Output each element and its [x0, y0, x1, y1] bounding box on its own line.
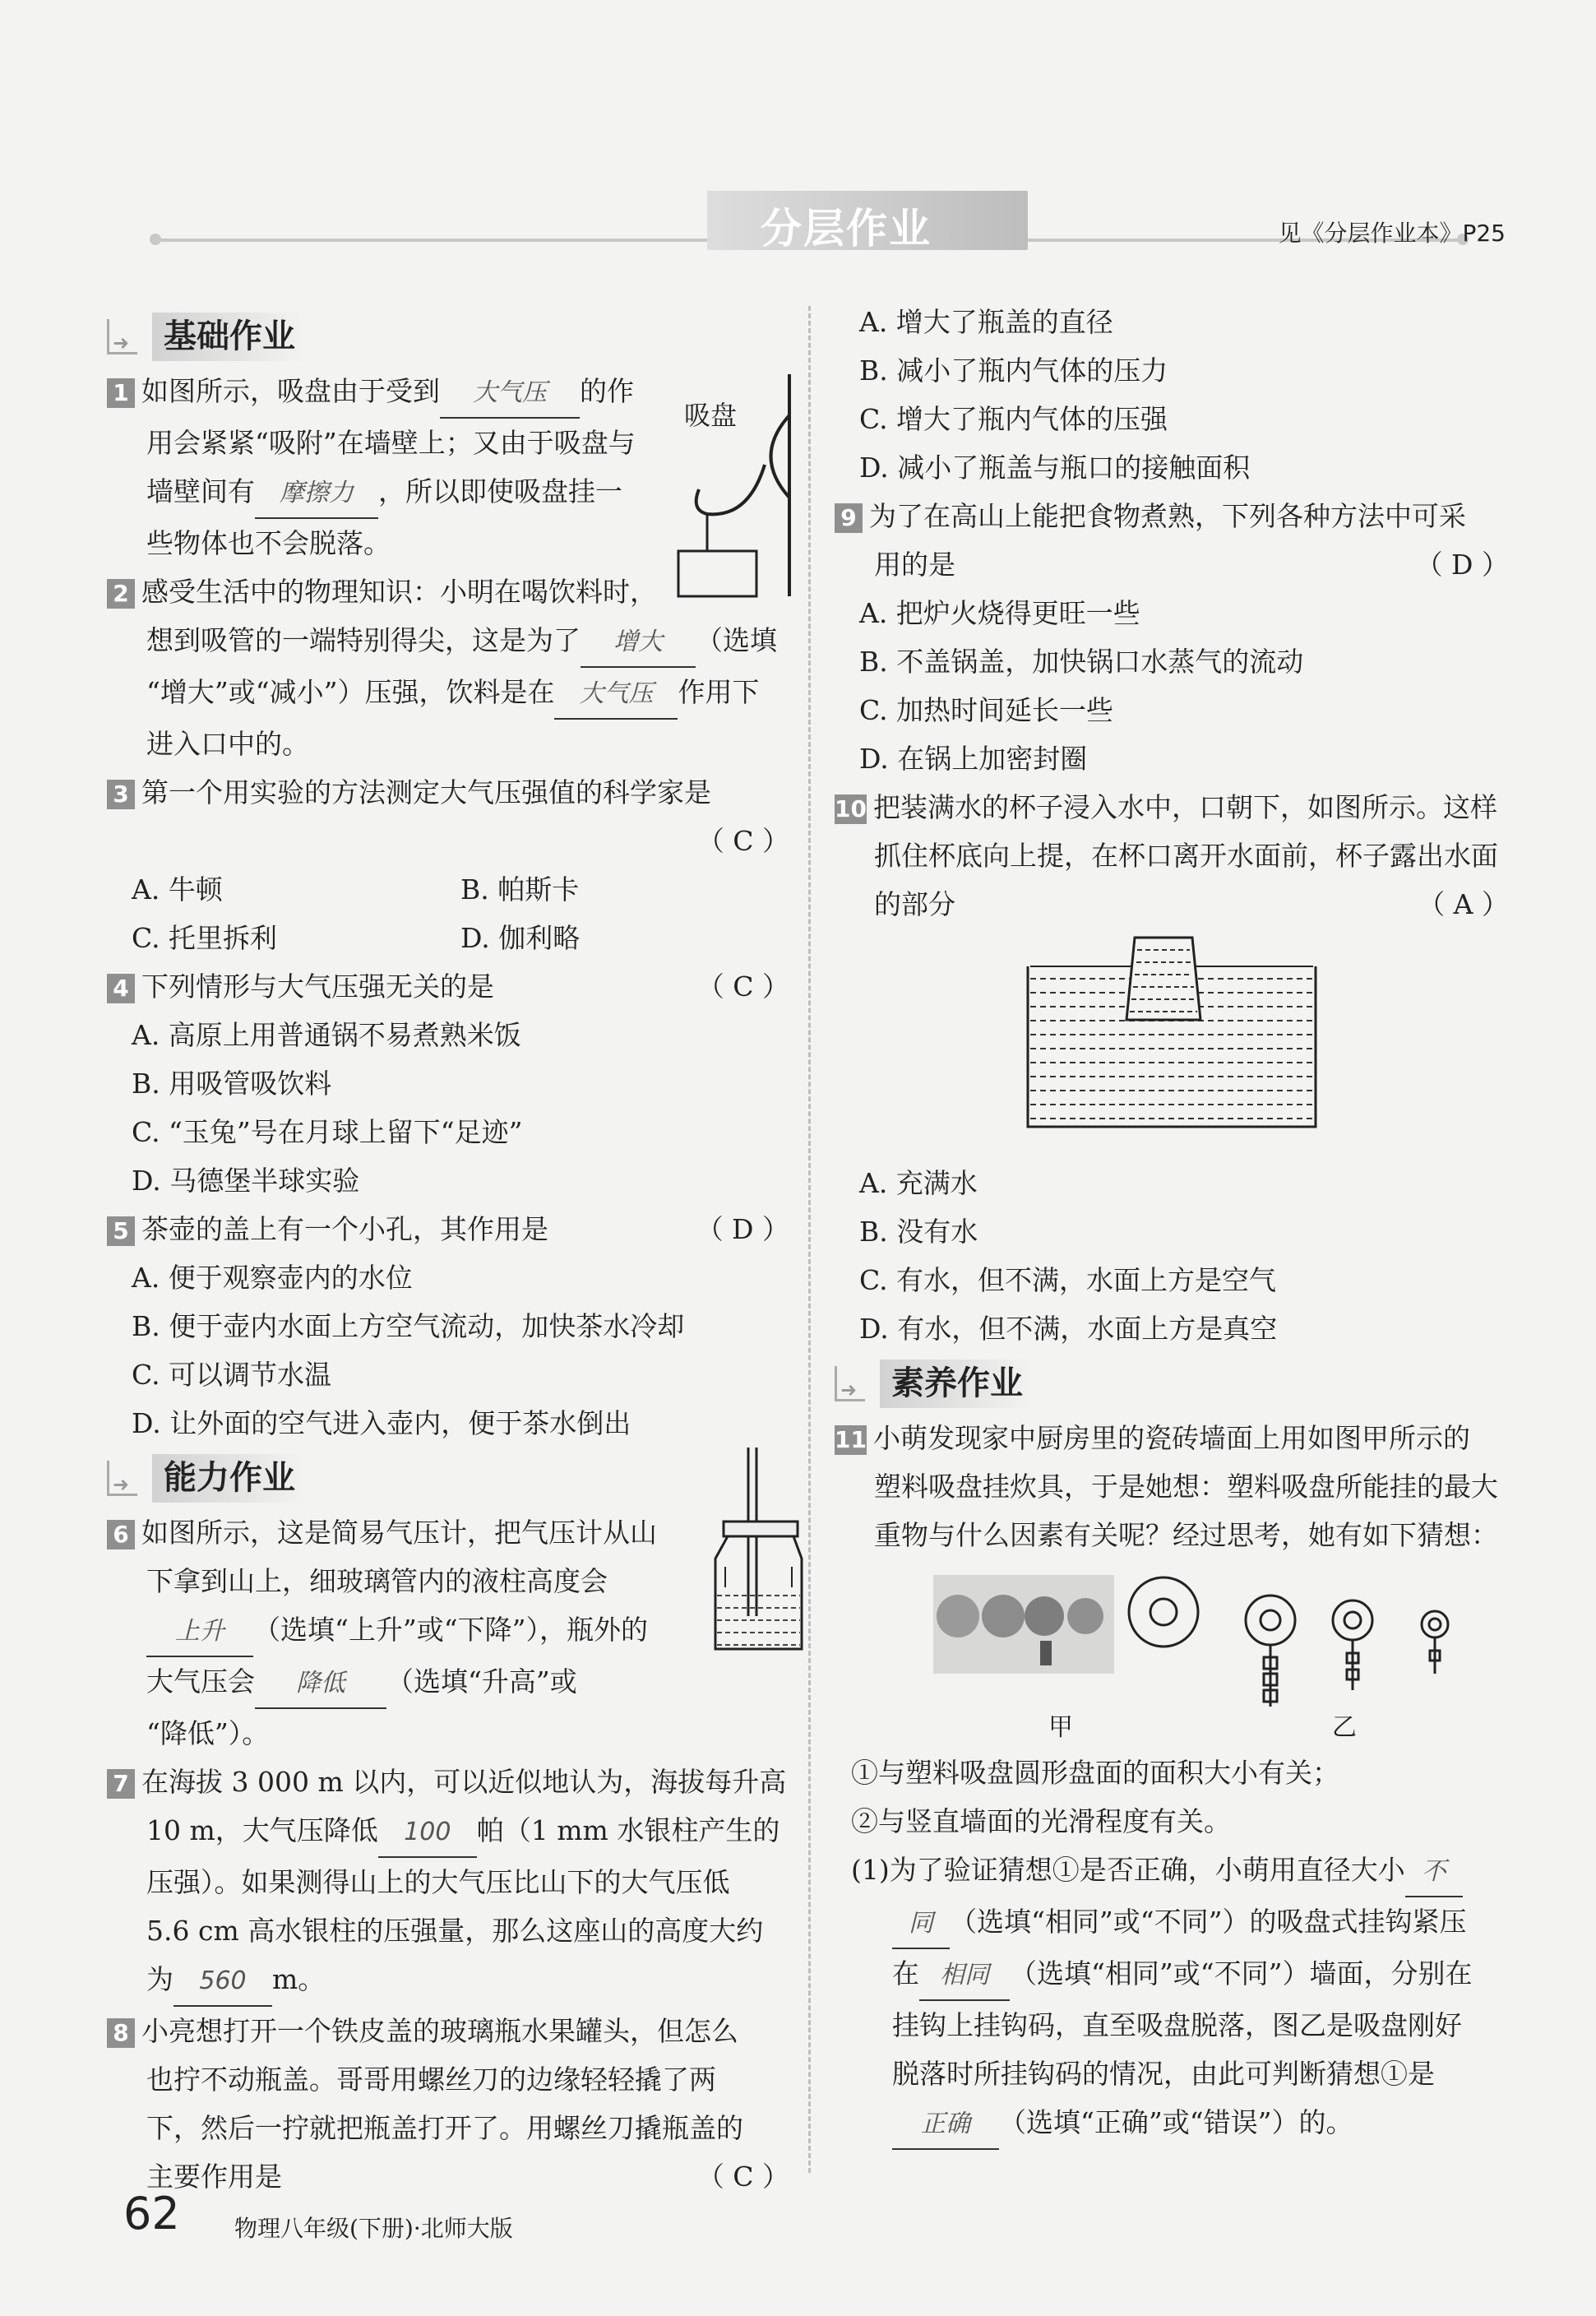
option-a: A. 牛顿 — [132, 873, 223, 906]
answer-blank: 大气压 — [440, 368, 580, 419]
text: 抓住杯底向上提，在杯口离开水面前，杯子露出水面 — [874, 840, 1498, 872]
text: 茶壶的盖上有一个小孔，其作用是 — [141, 1213, 548, 1245]
option-a: A. 便于观察壶内的水位 — [132, 1262, 413, 1294]
text: 的作 — [580, 375, 634, 407]
text: 进入口中的。 — [146, 728, 309, 760]
arrow-icon — [107, 1461, 137, 1496]
option-b: B. 便于壶内水面上方空气流动，加快茶水冷却 — [132, 1310, 685, 1342]
text: （选填“相同”或“不同”）墙面，分别在 — [1010, 1957, 1473, 1989]
section-ability — [107, 1451, 789, 1505]
text: 下，然后一拧就把瓶盖打开了。用螺丝刀撬瓶盖的 — [146, 2112, 743, 2144]
option-b: B. 没有水 — [859, 1216, 978, 1248]
section-title: 素养作业 — [880, 1359, 1034, 1408]
answer-blank: 正确 — [892, 2100, 999, 2150]
text: 第一个用实验的方法测定大气压强值的科学家是 — [141, 776, 711, 808]
option-d: D. 伽利略 — [460, 922, 581, 954]
answer-blank: 大气压 — [554, 669, 678, 720]
question-8 — [107, 2007, 789, 2201]
stopper — [724, 1522, 798, 1536]
question-6 — [107, 1508, 789, 1758]
text: （选填 — [696, 624, 777, 656]
text: 用会紧紧“吸附”在墙壁上；又由于吸盘与 — [146, 427, 636, 459]
arrow-icon — [835, 1366, 865, 1401]
option-b: B. 帕斯卡 — [460, 873, 580, 906]
question-number: 5 — [107, 1216, 135, 1246]
q8-option-a: A. 增大了瓶盖的直径 — [859, 306, 1113, 338]
cup-in-water-figure — [1024, 933, 1320, 1131]
text: 下拿到山上，细玻璃管内的液柱高度会 — [146, 1565, 608, 1597]
question-7 — [107, 1758, 789, 2007]
text: 帕（1 mm 水银柱产生的 — [476, 1814, 780, 1846]
question-4 — [107, 962, 789, 1205]
q8-option-d: D. 减小了瓶盖与瓶口的接触面积 — [859, 452, 1251, 484]
q8-option-b: B. 减小了瓶内气体的压力 — [859, 354, 1168, 387]
answer-choice: （ D ） — [1415, 549, 1509, 581]
question-number: 9 — [835, 503, 863, 533]
text: 想到吸管的一端特别得尖，这是为了 — [146, 624, 581, 656]
answer-choice: （ C ） — [696, 2161, 789, 2193]
text: 脱落时所挂钩码的情况，由此可判断猜想①是 — [892, 2058, 1435, 2090]
text: 10 m，大气压降低 — [146, 1814, 378, 1846]
option-d: D. 马德堡半球实验 — [132, 1165, 360, 1197]
question-number: 4 — [107, 974, 135, 1003]
question-5 — [107, 1205, 789, 1448]
text: 小萌发现家中厨房里的瓷砖墙面上用如图甲所示的 — [872, 1422, 1470, 1454]
suction-cup-label: 吸盘 — [684, 400, 738, 431]
question-number: 7 — [107, 1769, 135, 1799]
question-number: 6 — [107, 1520, 135, 1549]
answer-blank: 降低 — [255, 1659, 386, 1709]
right-column — [835, 298, 1509, 2150]
text: （选填“升高”或 — [386, 1665, 577, 1698]
text: 小亮想打开一个铁皮盖的玻璃瓶水果罐头，但怎么 — [141, 2015, 738, 2047]
text: 如图所示，吸盘由于受到 — [141, 375, 440, 407]
question-number: 11 — [835, 1426, 867, 1453]
answer-blank: 相同 — [919, 1951, 1010, 2001]
figure-caption-yi: 乙 — [1332, 1713, 1357, 1742]
text: ，所以即使吸盘挂一 — [378, 475, 622, 507]
option-d: D. 让外面的空气进入壶内，便于茶水倒出 — [132, 1407, 631, 1439]
answer-blank: 同 — [892, 1899, 950, 1949]
text: 用的是 — [874, 549, 955, 581]
option-c: C. 可以调节水温 — [132, 1359, 332, 1391]
option-b: B. 不盖锅盖，加快锅口水蒸气的流动 — [859, 646, 1304, 678]
text: 重物与什么因素有关呢？经过思考，她有如下猜想： — [874, 1519, 1498, 1551]
answer-choice: （ A ） — [1418, 888, 1509, 920]
text: 在海拔 3 000 m 以内，可以近似地认为，海拔每升高 — [141, 1766, 787, 1798]
answer-choice: （ D ） — [696, 1213, 789, 1245]
text: 为了在高山上能把食物煮熟，下列各种方法中可采 — [869, 500, 1466, 532]
text: 也拧不动瓶盖。哥哥用螺丝刀的边缘轻轻撬了两 — [146, 2064, 716, 2096]
figure-caption-jia: 甲 — [1048, 1713, 1073, 1742]
text: 5.6 cm 高水银柱的压强量，那么这座山的高度大约 — [146, 1915, 764, 1947]
text: 如图所示，这是简易气压计，把气压计从山 — [141, 1517, 657, 1549]
hook-shape — [696, 465, 765, 514]
answer-blank: 增大 — [581, 618, 696, 668]
text: 把装满水的杯子浸入水中，口朝下，如图所示。这样 — [872, 791, 1497, 823]
header-reference: 见《分层作业本》P25 — [1278, 220, 1506, 247]
text: 大气压会 — [146, 1665, 255, 1698]
text: 塑料吸盘挂炊具，于是她想：塑料吸盘所能挂的最大 — [874, 1471, 1498, 1503]
weight-block — [678, 551, 756, 596]
option-c: C. 有水，但不满，水面上方是空气 — [859, 1264, 1277, 1296]
question-3 — [107, 768, 789, 962]
text: （选填“上升”或“下降”），瓶外的 — [253, 1614, 648, 1646]
option-c: C. 托里拆利 — [132, 922, 278, 954]
text: (1)为了验证猜想①是否正确，小萌用直径大小 — [851, 1854, 1405, 1886]
option-d: D. 在锅上加密封圈 — [859, 743, 1088, 775]
column-divider — [808, 306, 811, 2173]
text: 的部分 — [874, 888, 955, 920]
barometer-figure — [699, 1443, 806, 1657]
answer-choice: （ C ） — [696, 970, 789, 1003]
text: m。 — [272, 1963, 326, 1995]
water-level-lines — [717, 1596, 800, 1645]
text: 下列情形与大气压强无关的是 — [141, 970, 494, 1003]
text: 为 — [146, 1963, 173, 1995]
option-a: A. 高原上用普通锅不易煮熟米饭 — [132, 1019, 521, 1051]
text: 感受生活中的物理知识：小明在喝饮料时， — [141, 576, 657, 608]
text: “增大”或“减小”）压强，饮料是在 — [146, 676, 555, 708]
option-a: A. 充满水 — [859, 1167, 978, 1199]
question-number: 2 — [107, 579, 135, 609]
answer-blank: 摩擦力 — [255, 469, 378, 519]
question-9 — [835, 492, 1509, 783]
text: 挂钩上挂钩码，直至吸盘脱落，图乙是吸盘刚好 — [892, 2009, 1462, 2041]
option-d: D. 有水，但不满，水面上方是真空 — [859, 1313, 1278, 1345]
header-dot-left — [150, 234, 161, 245]
answer-blank: 560 — [173, 1957, 272, 2007]
header-title: 分层作业 — [761, 205, 932, 252]
arrow-icon — [107, 319, 137, 354]
suction-cup-shape — [771, 415, 790, 498]
section-basic — [107, 309, 789, 364]
section-title: 能力作业 — [152, 1454, 307, 1503]
answer-choice: （ C ） — [696, 825, 789, 857]
text: 作用下 — [678, 676, 760, 708]
q8-option-c: C. 增大了瓶内气体的压强 — [859, 403, 1168, 435]
text: （选填“正确”或“错误”）的。 — [999, 2106, 1353, 2138]
answer-blank: 不 — [1405, 1847, 1463, 1897]
answer-blank: 100 — [378, 1808, 477, 1858]
text: 些物体也不会脱落。 — [146, 527, 391, 559]
text: （选填“相同”或“不同”）的吸盘式挂钩紧压 — [950, 1906, 1467, 1938]
option-b: B. 用吸管吸饮料 — [132, 1068, 332, 1100]
text: “降低”）。 — [146, 1717, 270, 1749]
question-11 — [835, 1414, 1509, 2150]
text: 压强）。如果测得山上的大气压比山下的大气压低 — [146, 1866, 730, 1898]
guess-1: ①与塑料吸盘圆形盘面的面积大小有关； — [851, 1757, 1339, 1789]
option-a: A. 把炉火烧得更旺一些 — [859, 597, 1140, 629]
question-number: 10 — [835, 795, 867, 822]
hooks-yi — [1129, 1577, 1448, 1707]
photo-hooks-jia — [933, 1575, 1114, 1674]
option-c: C. 加热时间延长一些 — [859, 694, 1114, 726]
answer-blank: 上升 — [146, 1607, 253, 1657]
option-c: C. “玉兔”号在月球上留下“足迹” — [132, 1116, 523, 1148]
book-title: 物理八年级(下册)·北师大版 — [234, 2215, 513, 2242]
question-number: 1 — [107, 378, 135, 408]
section-literacy — [835, 1356, 1509, 1410]
suction-hooks-figure — [925, 1559, 1484, 1723]
question-number: 3 — [107, 780, 135, 809]
question-number: 8 — [107, 2018, 135, 2048]
text: 在 — [892, 1957, 919, 1989]
page-number: 62 — [123, 2188, 180, 2240]
section-title: 基础作业 — [152, 313, 307, 361]
guess-2: ②与竖直墙面的光滑程度有关。 — [851, 1805, 1231, 1837]
text: 主要作用是 — [146, 2161, 282, 2193]
text: 墙壁间有 — [146, 475, 255, 507]
